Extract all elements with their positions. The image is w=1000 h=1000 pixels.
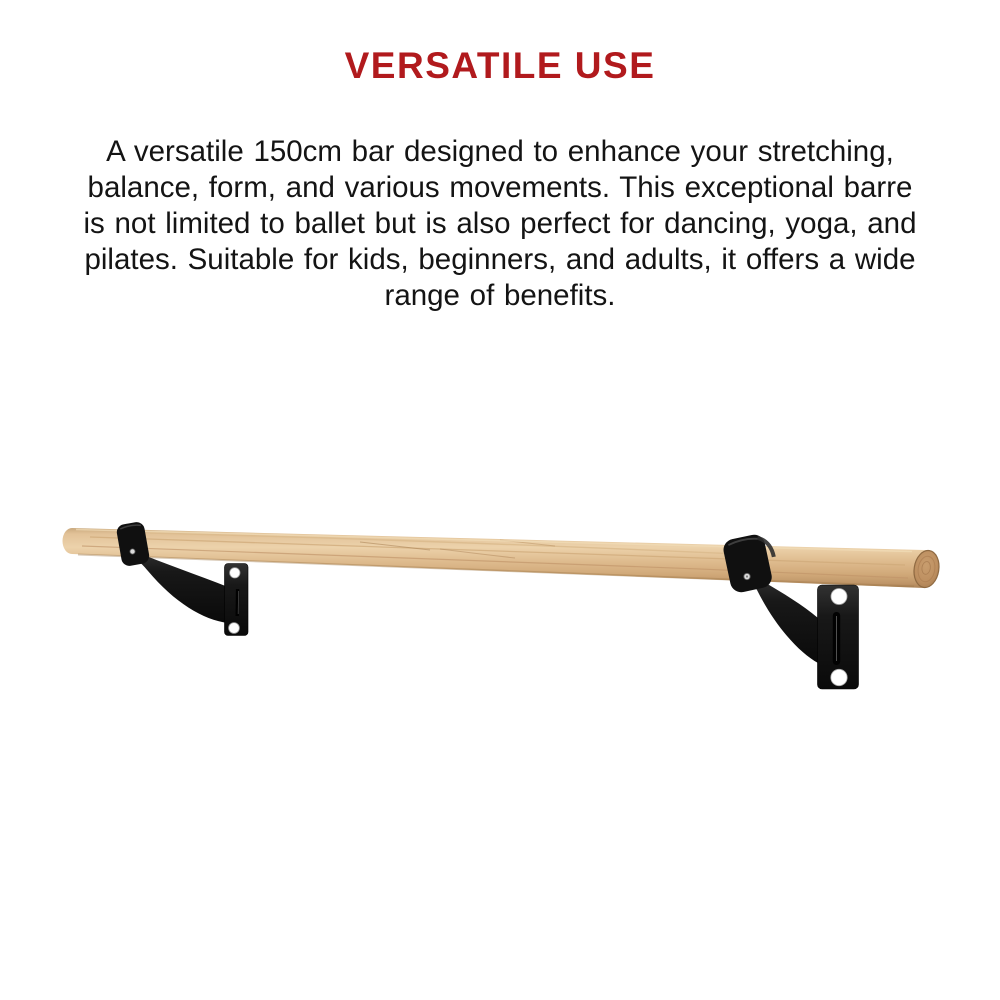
left-bracket-clamp [116, 521, 151, 567]
description-line: range of benefits. [384, 279, 616, 312]
clamp-screw-center [746, 575, 748, 577]
product-description [40, 134, 960, 314]
screw-hole [831, 589, 847, 605]
description-line: is not limited to ballet but is also perfect for dancing, yoga, and [83, 207, 917, 240]
product-photo [0, 470, 1000, 730]
section-title: VERSATILE USE [344, 45, 656, 86]
screw-hole [230, 568, 240, 578]
clamp-screw [130, 549, 135, 554]
description-line: balance, form, and various movements. This exceptional barre [87, 171, 913, 204]
screw-hole [229, 623, 240, 634]
description-line: A versatile 150cm bar designed to enhance your stretching, [106, 135, 894, 168]
screw-hole [831, 669, 847, 685]
description-line: pilates. Suitable for kids, beginners, and adults, it offers a wide [84, 243, 916, 276]
